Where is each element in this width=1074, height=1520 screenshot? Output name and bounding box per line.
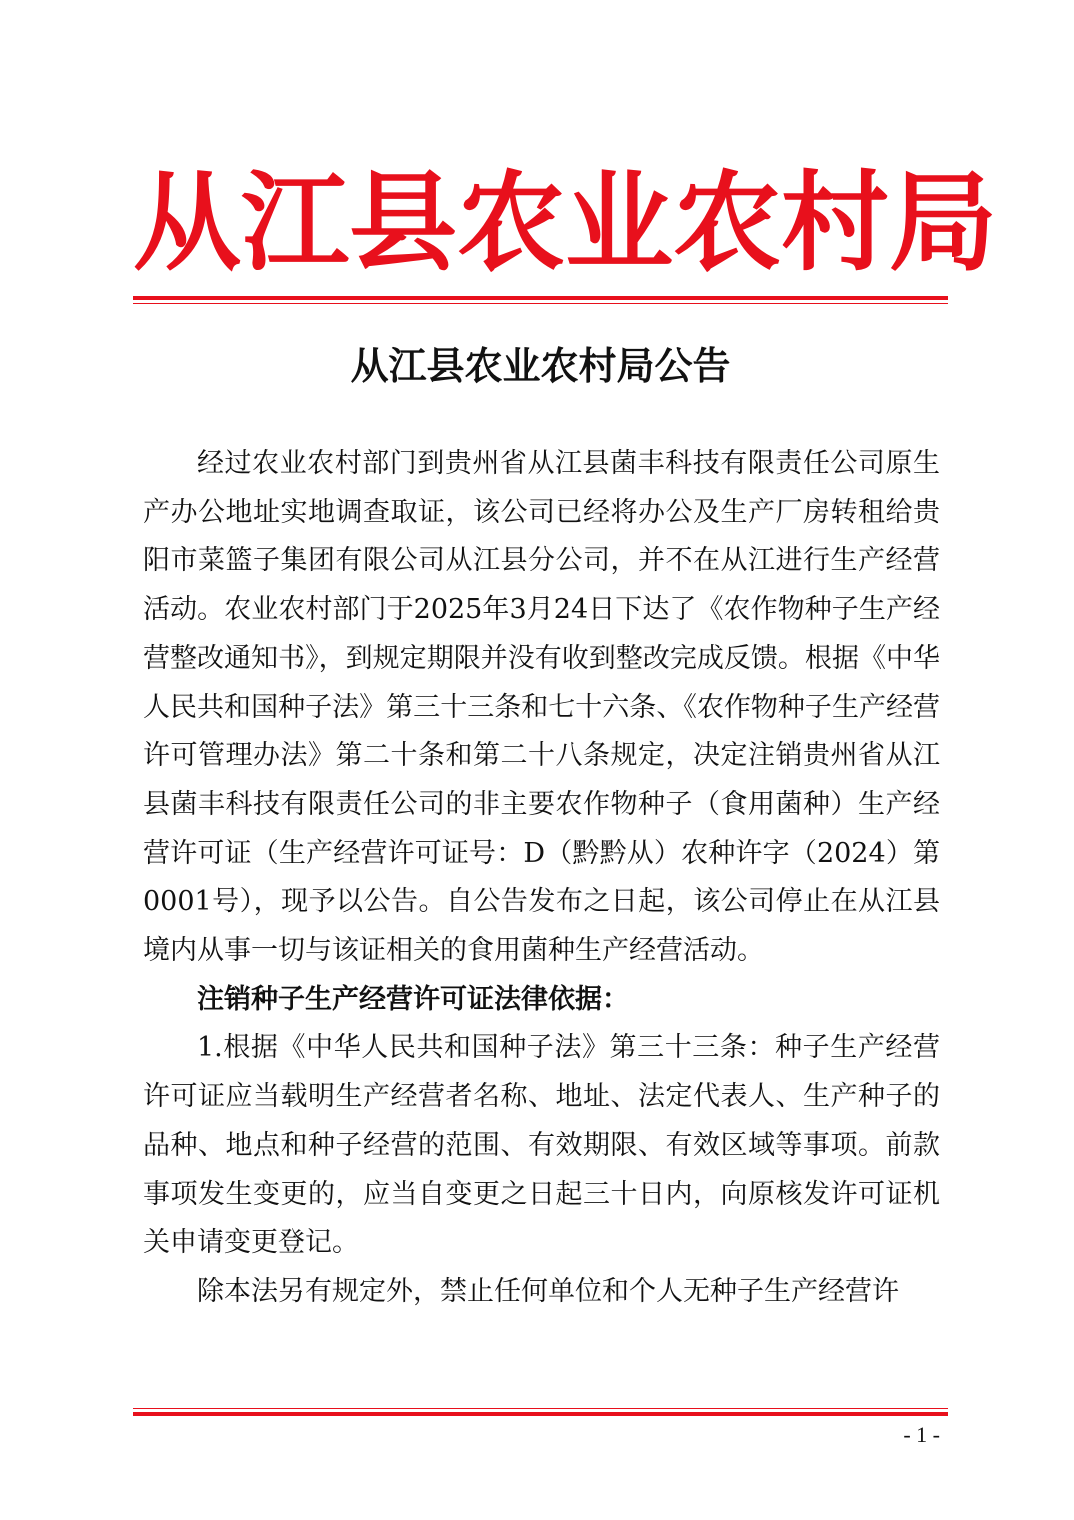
paragraph-announcement: 经过农业农村部门到贵州省从江县菌丰科技有限责任公司原生产办公地址实地调查取证，该公司已经将办公及生产厂房转租给贵阳市菜篮子集团有限公司从江县分公司，并不在从江进行生产经营活动。农业农村部门于2025年3月24日下达了《农作物种子生产经营整改通知书》，到规定期限并没有收到整改完成反馈。根据《中华人民共和国种子法》第三十三条和七十六条、《农作物种子生产经营许可管理办法》第二十条和第二十八条规定，决定注销贵州省从江县菌丰科技有限责任公司的非主要农作物种子（食用菌种）生产经营许可证（生产经营许可证号：D（黔黔从）农种许字（2024）第0001号），现予以公告。自公告发布之日起，该公司停止在从江县境内从事一切与该证相关的食用菌种生产经营活动。 — [143, 448, 940, 967]
document-title: 从江县农业农村局公告 — [350, 343, 731, 388]
page-number: - 1 - — [903, 1422, 940, 1447]
footer-rule-thick — [133, 1412, 948, 1416]
masthead-title: 从江县农业农村局 — [133, 160, 998, 286]
paragraph-legal-basis-heading: 注销种子生产经营许可证法律依据： — [197, 983, 629, 1015]
header-rule-thin — [133, 303, 948, 304]
header-rule-thick — [133, 296, 948, 300]
document-body — [143, 440, 940, 1317]
paragraph-article-33: 1.根据《中华人民共和国种子法》第三十三条：种子生产经营许可证应当载明生产经营者名称、地址、法定代表人、生产种子的品种、地点和种子经营的范围、有效期限、有效区域等事项。前款事项发生变更的，应当自变更之日起三十日内，向原核发许可证机关申请变更登记。 — [143, 1032, 940, 1259]
paragraph-continuation: 除本法另有规定外，禁止任何单位和个人无种子生产经营许 — [197, 1275, 899, 1307]
footer-rule-thin — [133, 1408, 948, 1409]
